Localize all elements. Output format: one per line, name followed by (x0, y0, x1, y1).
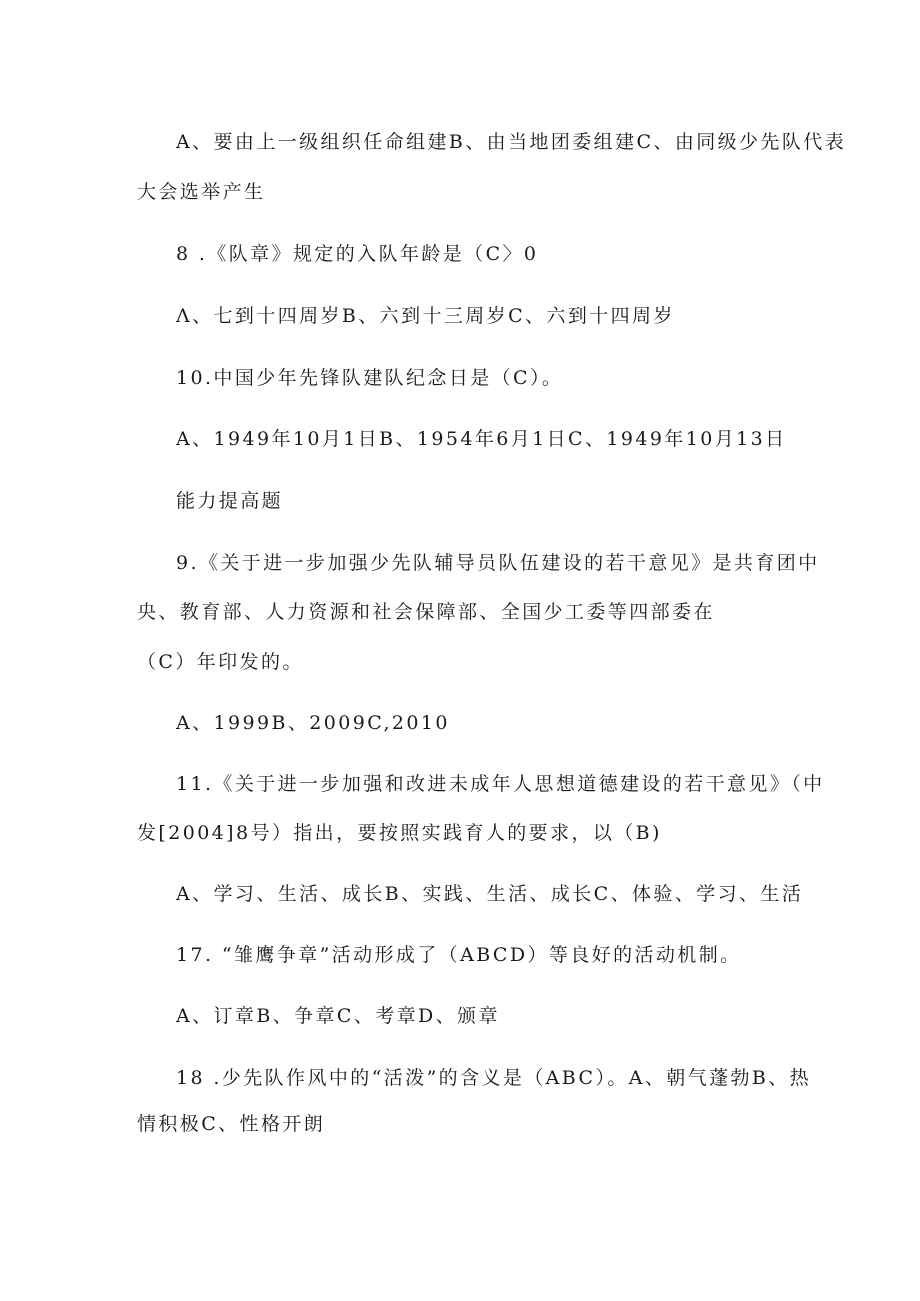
option-line-q11: A、学习、生活、成长B、实践、生活、成长C、体验、学习、生活 (176, 883, 804, 905)
question-8: 8 .《队章》规定的入队年龄是（C〉0 (176, 243, 539, 265)
section-heading: 能力提高题 (176, 490, 284, 512)
option-line-q17: A、订章B、争章C、考章D、颁章 (176, 1005, 500, 1027)
question-17: 17. “雏鹰争章”活动形成了（ABCD）等良好的活动机制。 (176, 944, 742, 966)
question-9-cont-2: （C）年印发的。 (137, 651, 304, 673)
option-line-q8: Λ、七到十四周岁B、六到十三周岁C、六到十四周岁 (176, 305, 675, 327)
option-line-q7-cont: 大会选举产生 (137, 181, 266, 203)
question-10: 10.中国少年先锋队建队纪念日是（C）。 (176, 367, 564, 389)
question-9-cont-1: 央、教育部、人力资源和社会保障部、全国少工委等四部委在 (137, 601, 715, 623)
question-11: 11.《关于进一步加强和改进未成年人思想道德建设的若干意见》（中 (176, 773, 825, 795)
option-line-q9: A、1999B、2009C,2010 (176, 712, 450, 734)
question-11-cont: 发[2004]8号）指出，要按照实践育人的要求，以（B) (137, 822, 662, 844)
question-18-cont: 情积极C、性格开朗 (137, 1113, 326, 1135)
question-18: 18 .少先队作风中的“活泼”的含义是（ABC）。A、朝气蓬勃B、热 (176, 1067, 812, 1089)
option-line-q10: A、1949年10月1日B、1954年6月1日C、1949年10月13日 (176, 428, 787, 450)
option-line-q7: A、要由上一级组织任命组建B、由当地团委组建C、由同级少先队代表 (176, 131, 847, 153)
question-9: 9.《关于进一步加强少先队辅导员队伍建设的若干意见》是共育团中 (176, 552, 820, 574)
